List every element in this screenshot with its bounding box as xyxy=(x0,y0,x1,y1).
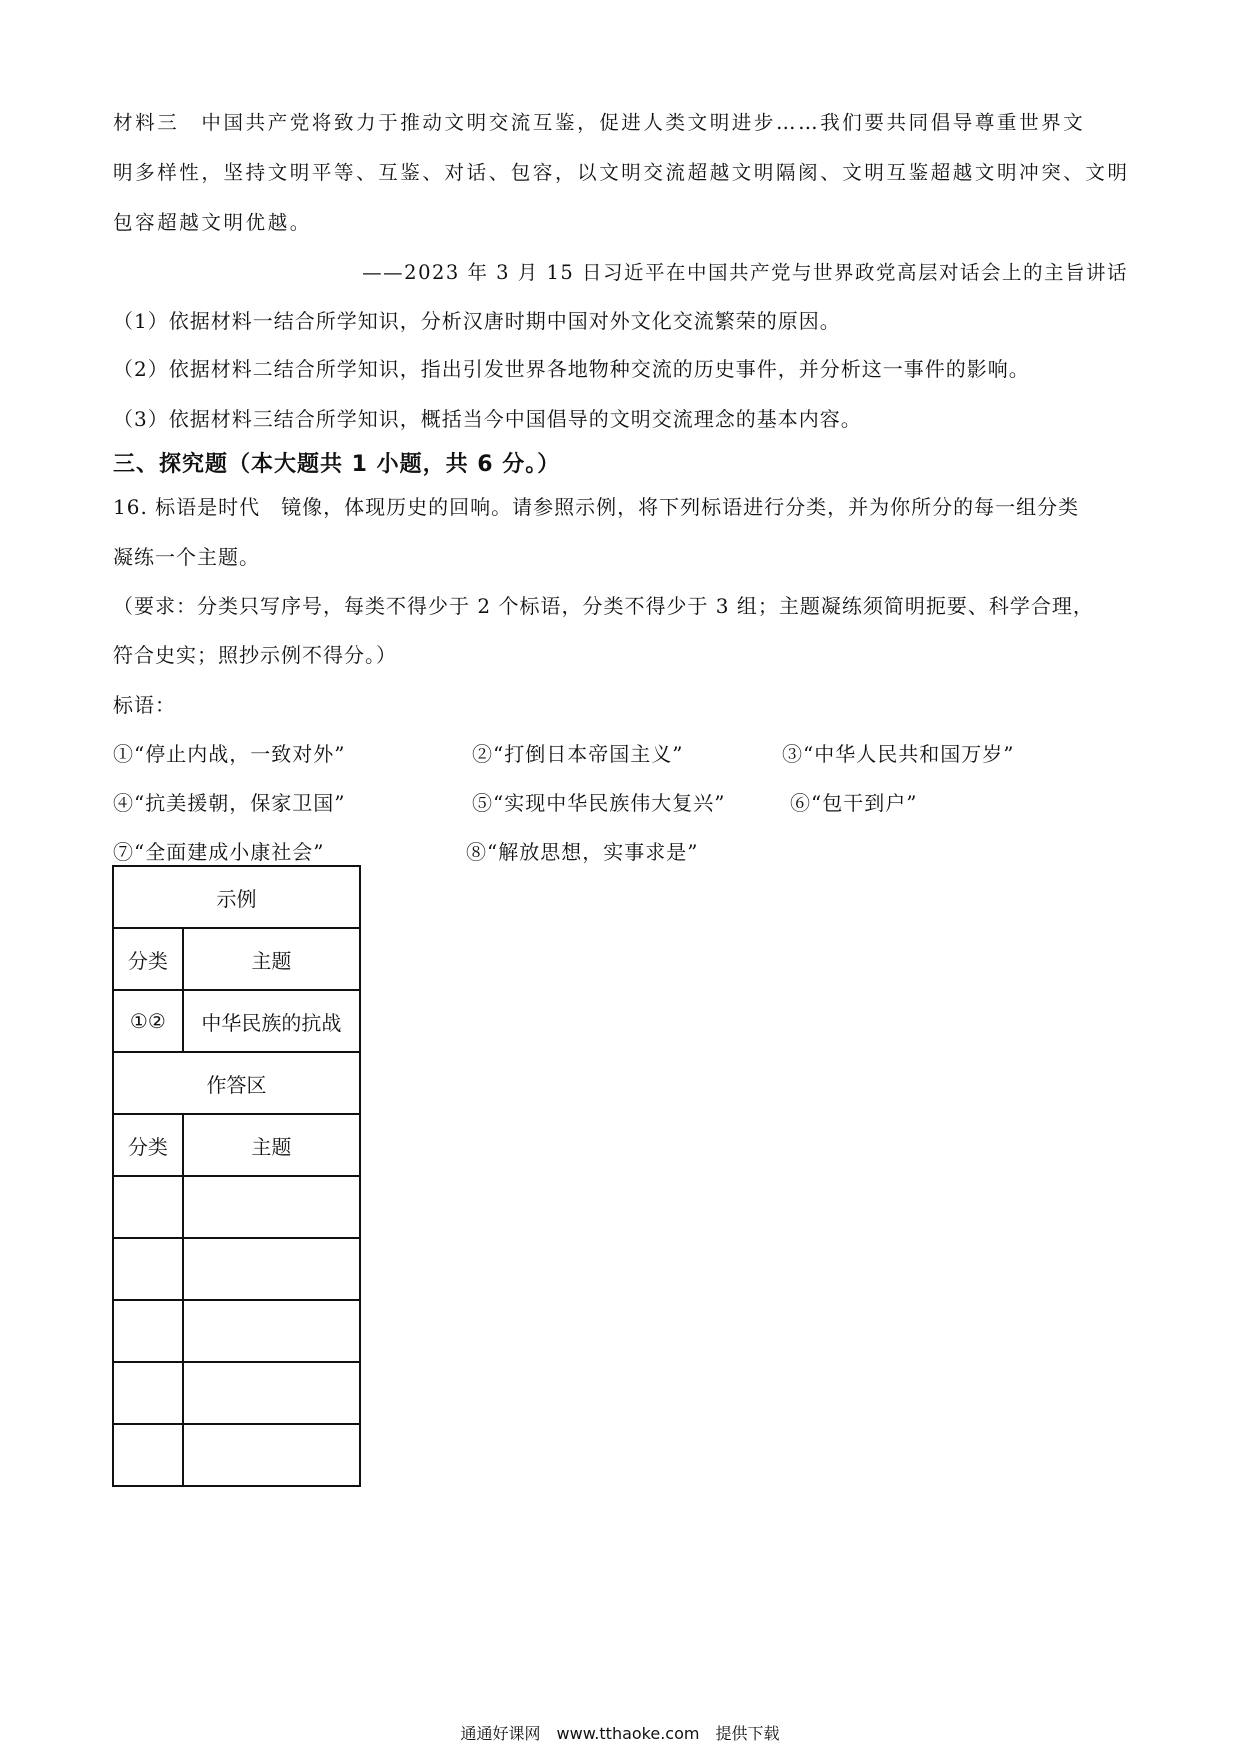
question-3: （3）依据材料三结合所学知识，概括当今中国倡导的文明交流理念的基本内容。 xyxy=(113,407,862,431)
answer-theme-cell[interactable] xyxy=(183,1238,360,1300)
q16-line-2: 凝练一个主题。 xyxy=(113,545,260,569)
slogan-5: ⑤“实现中华民族伟大复兴” xyxy=(472,791,726,815)
answer-category-cell[interactable] xyxy=(113,1176,183,1238)
example-col-category: 分类 xyxy=(113,928,183,990)
answer-col-category: 分类 xyxy=(113,1114,183,1176)
material-three-line-3: 包容超越文明优越。 xyxy=(113,211,312,234)
answer-header: 作答区 xyxy=(113,1052,360,1114)
slogan-2: ②“打倒日本帝国主义” xyxy=(472,742,684,766)
material-three-line-2: 明多样性，坚持文明平等、互鉴、对话、包容，以文明交流超越文明隔阂、文明互鉴超越文明冲突、文明 xyxy=(113,161,1130,184)
answer-theme-cell[interactable] xyxy=(183,1424,360,1486)
material-three-source: ——2023 年 3 月 15 日习近平在中国共产党与世界政党高层对话会上的主旨讲话 xyxy=(362,261,1128,284)
answer-col-theme: 主题 xyxy=(183,1114,360,1176)
slogan-7: ⑦“全面建成小康社会” xyxy=(113,840,325,864)
q16-requirement-line-2: 符合史实；照抄示例不得分。） xyxy=(113,643,397,667)
q16-requirement-line-1: （要求：分类只写序号，每类不得少于 2 个标语，分类不得少于 3 组；主题凝练须简明扼要、科学合理， xyxy=(113,594,1094,618)
footer-download-note: 通通好课网 www.tthaoke.com 提供下载 xyxy=(460,1724,780,1743)
answer-theme-cell[interactable] xyxy=(183,1176,360,1238)
slogan-label: 标语： xyxy=(113,693,176,717)
example-header: 示例 xyxy=(113,866,360,928)
example-theme: 中华民族的抗战 xyxy=(183,990,360,1052)
section-heading: 三、探究题（本大题共 1 小题，共 6 分。） xyxy=(113,452,561,477)
question-2: （2）依据材料二结合所学知识，指出引发世界各地物种交流的历史事件，并分析这一事件的影响。 xyxy=(113,357,1030,381)
question-1: （1）依据材料一结合所学知识，分析汉唐时期中国对外文化交流繁荣的原因。 xyxy=(113,309,841,333)
slogan-1: ①“停止内战，一致对外” xyxy=(113,742,346,766)
answer-category-cell[interactable] xyxy=(113,1362,183,1424)
material-three-line-1: 材料三 中国共产党将致力于推动文明交流互鉴，促进人类文明进步……我们要共同倡导尊重世界文 xyxy=(113,111,1086,134)
slogan-3: ③“中华人民共和国万岁” xyxy=(782,742,1015,766)
slogan-6: ⑥“包干到户” xyxy=(790,791,918,815)
example-col-theme: 主题 xyxy=(183,928,360,990)
example-category: ①② xyxy=(113,990,183,1052)
answer-theme-cell[interactable] xyxy=(183,1362,360,1424)
classification-table xyxy=(112,865,361,1487)
answer-category-cell[interactable] xyxy=(113,1300,183,1362)
q16-line-1: 16. 标语是时代 镜像，体现历史的回响。请参照示例，将下列标语进行分类，并为你所分的每一组分类 xyxy=(113,495,1080,519)
slogan-8: ⑧“解放思想，实事求是” xyxy=(466,840,699,864)
answer-theme-cell[interactable] xyxy=(183,1300,360,1362)
answer-category-cell[interactable] xyxy=(113,1238,183,1300)
slogan-4: ④“抗美援朝，保家卫国” xyxy=(113,791,346,815)
answer-category-cell[interactable] xyxy=(113,1424,183,1486)
